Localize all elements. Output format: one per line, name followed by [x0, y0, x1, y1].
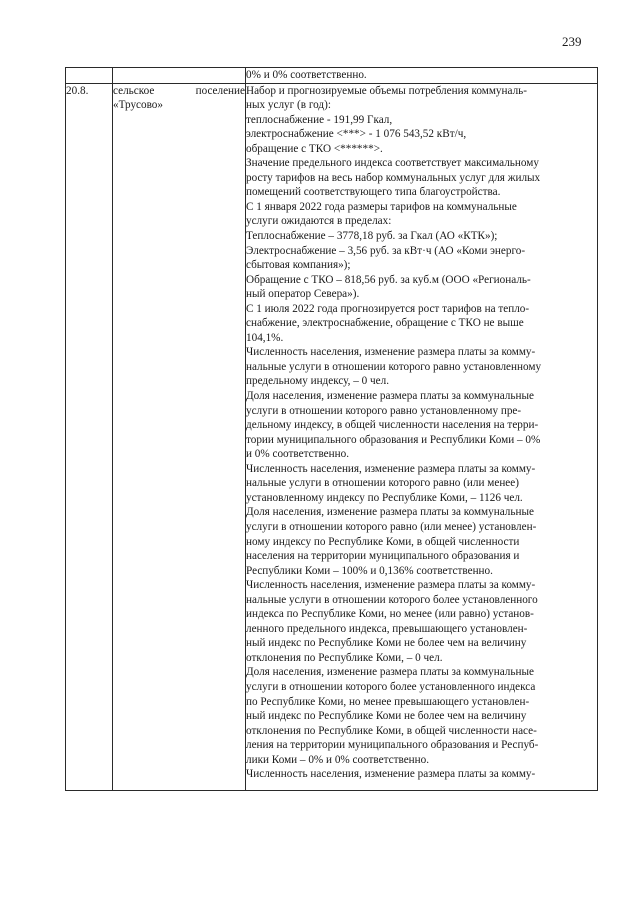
description-line: С 1 января 2022 года размеры тарифов на коммунальные	[246, 200, 517, 213]
description-line: ный оператор Севера»).	[246, 288, 360, 301]
continuation-name-cell	[113, 68, 246, 84]
description-line: услуги в отношении которого более установленного индекса	[246, 680, 536, 693]
settlement-name: «Трусово»	[113, 99, 163, 112]
description-line: теплоснабжение - 191,99 Гкал,	[246, 113, 393, 126]
description-line: услуги в отношении которого равно установленному пре-	[246, 404, 522, 417]
continuation-row	[66, 68, 598, 84]
description-line: Набор и прогнозируемые объемы потребления коммуналь-	[246, 84, 527, 97]
description-line: сбытовая компания»);	[246, 259, 351, 272]
description-line: дельному индексу, в общей численности населения на терри-	[246, 419, 539, 432]
description-line: помещений соответствующего типа благоустройства.	[246, 186, 501, 199]
continuation-number-cell	[66, 68, 113, 84]
description-line: ный индекс по Республике Коми не более чем на величину	[246, 710, 527, 723]
settlement-type-word-1: сельское	[113, 84, 155, 97]
description-line: по Республике Коми, но менее превышающего установлен-	[246, 695, 530, 708]
description-text	[246, 84, 597, 782]
settlement-name-cell	[113, 83, 246, 790]
description-line: обращение с ТКО <******>.	[246, 142, 383, 155]
description-line: тории муниципального образования и Республики Коми – 0%	[246, 433, 541, 446]
description-line: Численность населения, изменение размера платы за комму-	[246, 462, 536, 475]
description-line: Республики Коми – 100% и 0,136% соответственно.	[246, 564, 493, 577]
row-number-cell	[66, 83, 113, 790]
description-cell	[246, 83, 598, 790]
description-line: ный индекс по Республике Коми не более чем на величину	[246, 637, 527, 650]
description-line: лики Коми – 0% и 0% соответственно.	[246, 753, 430, 766]
description-line: Численность населения, изменение размера платы за комму-	[246, 346, 536, 359]
description-line: Значение предельного индекса соответствует максимальному	[246, 157, 539, 170]
description-line: Электроснабжение – 3,56 руб. за кВт·ч (АО «Коми энерго-	[246, 244, 526, 257]
description-line: установленному индексу по Республике Коми, – 1126 чел.	[246, 491, 523, 504]
description-line: и 0% соответственно.	[246, 448, 349, 461]
description-line: нальные услуги в отношении которого равно (или менее)	[246, 477, 519, 490]
settlement-type-word-2: поселение	[195, 84, 245, 97]
description-line: предельному индексу, – 0 чел.	[246, 375, 390, 388]
data-table	[65, 67, 598, 791]
row-number: 20.8.	[66, 84, 89, 97]
description-line: отклонения по Республике Коми, – 0 чел.	[246, 651, 443, 664]
page-number: 239	[562, 34, 582, 49]
description-line: Численность населения, изменение размера платы за комму-	[246, 768, 536, 781]
description-line: росту тарифов на весь набор коммунальных услуг для жилых	[246, 171, 541, 184]
description-line: Доля населения, изменение размера платы за коммунальные	[246, 666, 534, 679]
continuation-text: 0% и 0% соответственно.	[246, 69, 367, 81]
description-line: ленного предельного индекса, превышающего установлен-	[246, 622, 528, 635]
description-line: ных услуг (в год):	[246, 99, 331, 112]
description-line: Доля населения, изменение размера платы за коммунальные	[246, 390, 534, 403]
description-line: нальные услуги в отношении которого равно установленному	[246, 360, 542, 373]
description-line: услуги ожидаются в пределах:	[246, 215, 392, 228]
description-line: ления на территории муниципального образования и Респуб-	[246, 739, 539, 752]
description-line: Доля населения, изменение размера платы за коммунальные	[246, 506, 534, 519]
description-line: снабжение, электроснабжение, обращение с ТКО не выше	[246, 317, 524, 330]
description-line: индекса по Республике Коми, но менее (или равно) установ-	[246, 608, 534, 621]
description-line: услуги в отношении которого равно (или менее) установлен-	[246, 520, 537, 533]
description-line: Численность населения, изменение размера платы за комму-	[246, 579, 536, 592]
settlement-type	[113, 84, 245, 99]
description-line: ному индексу по Республике Коми, в общей численности	[246, 535, 520, 548]
description-line: населения на территории муниципального образования и	[246, 550, 520, 563]
table-row	[66, 83, 598, 790]
description-line: нальные услуги в отношении которого более установленного	[246, 593, 538, 606]
description-line: 104,1%.	[246, 331, 284, 344]
description-line: электроснабжение <***> - 1 076 543,52 кВт/ч,	[246, 128, 467, 141]
continuation-text-cell	[246, 68, 598, 84]
description-line: Теплоснабжение – 3778,18 руб. за Гкал (АО «КТК»);	[246, 230, 498, 243]
description-line: Обращение с ТКО – 818,56 руб. за куб.м (ООО «Региональ-	[246, 273, 531, 286]
description-line: С 1 июля 2022 года прогнозируется рост тарифов на тепло-	[246, 302, 530, 315]
description-line: отклонения по Республике Коми, в общей численности насе-	[246, 724, 537, 737]
